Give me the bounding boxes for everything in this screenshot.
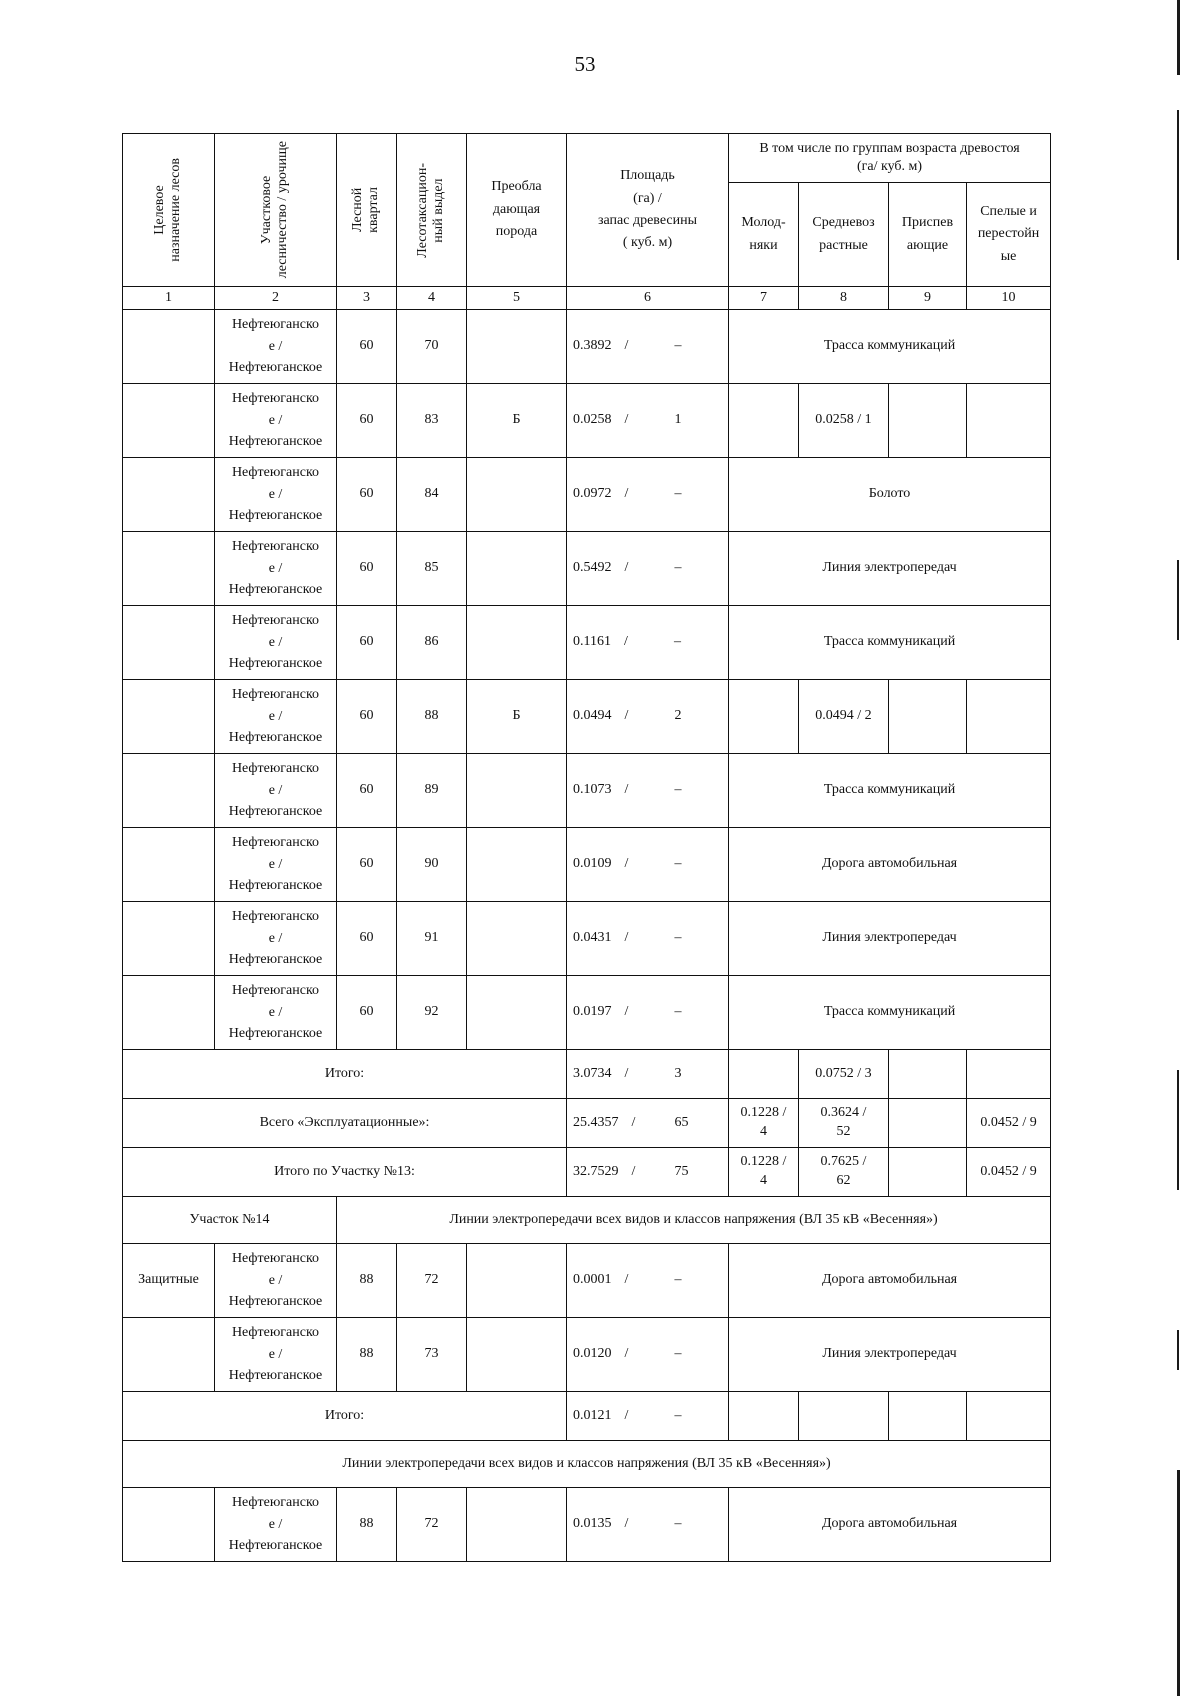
- species-cell: [467, 458, 567, 532]
- area-volume-separator: /: [624, 1407, 629, 1423]
- age-group-cell: [889, 1148, 967, 1197]
- area-volume-separator: /: [624, 708, 629, 724]
- area-volume-separator: /: [624, 856, 629, 872]
- area-volume-cell: [567, 458, 729, 532]
- area-volume-separator: /: [624, 560, 629, 576]
- age-group-cell: [889, 1050, 967, 1099]
- scan-edge-mark: [1177, 0, 1180, 1696]
- land-category-cell: Линия электропередач: [729, 532, 1051, 606]
- column-number: 9: [889, 287, 967, 310]
- forestry-cell: Нефтеюганско е / Нефтеюганское: [215, 310, 337, 384]
- kvartal-cell: 88: [337, 1318, 397, 1392]
- area-volume-separator: /: [631, 1163, 636, 1179]
- area-volume-cell: [567, 532, 729, 606]
- age-group-cell: 0.0752 / 3: [799, 1050, 889, 1099]
- area-volume-cell: [567, 754, 729, 828]
- area-volume-cell: [567, 1148, 729, 1197]
- land-category-cell: Трасса коммуникаций: [729, 310, 1051, 384]
- forestry-cell: Нефтеюганско е / Нефтеюганское: [215, 458, 337, 532]
- header-area: Площадь (га) / запас древесины ( куб. м): [567, 134, 729, 287]
- area-volume-separator: /: [624, 1004, 629, 1020]
- area-volume-cell: [567, 1318, 729, 1392]
- header-mature: Спелые и перестойн ые: [967, 183, 1051, 287]
- forestry-cell: Нефтеюганско е / Нефтеюганское: [215, 1244, 337, 1318]
- forestry-cell: Нефтеюганско е / Нефтеюганское: [215, 828, 337, 902]
- forestry-cell: Нефтеюганско е / Нефтеюганское: [215, 532, 337, 606]
- area-volume-separator: /: [624, 782, 629, 798]
- volume-value: –: [674, 1516, 682, 1532]
- vydel-cell: 90: [397, 828, 467, 902]
- species-cell: [467, 976, 567, 1050]
- age-group-cell: [889, 680, 967, 754]
- age-group-cell: [967, 384, 1051, 458]
- area-volume-cell: [567, 1488, 729, 1562]
- age-group-cell: 0.1228 / 4: [729, 1099, 799, 1148]
- area-volume-separator: /: [624, 1065, 629, 1081]
- purpose-cell: [123, 902, 215, 976]
- volume-value: 2: [674, 708, 682, 724]
- kvartal-cell: 60: [337, 976, 397, 1050]
- purpose-cell: [123, 976, 215, 1050]
- area-volume-separator: /: [624, 486, 629, 502]
- purpose-cell: [123, 1318, 215, 1392]
- volume-value: 1: [674, 412, 682, 428]
- area-volume-separator: /: [624, 1272, 629, 1288]
- kvartal-cell: 60: [337, 458, 397, 532]
- area-value: 0.5492: [573, 560, 612, 576]
- forestry-cell: Нефтеюганско е / Нефтеюганское: [215, 902, 337, 976]
- kvartal-cell: 88: [337, 1488, 397, 1562]
- age-group-cell: [729, 1392, 799, 1441]
- subtotal-row: [123, 1392, 1051, 1441]
- table-row: [123, 976, 1051, 1050]
- area-value: 0.0121: [573, 1407, 612, 1423]
- species-cell: Б: [467, 680, 567, 754]
- column-number-row: [123, 287, 1051, 310]
- purpose-cell: [123, 606, 215, 680]
- vydel-cell: 89: [397, 754, 467, 828]
- section-header-row: [123, 1197, 1051, 1244]
- area-value: 0.0972: [573, 486, 612, 502]
- area-volume-cell: [567, 902, 729, 976]
- vydel-cell: 85: [397, 532, 467, 606]
- species-cell: [467, 1488, 567, 1562]
- header-kvartal: Лесной квартал: [337, 134, 397, 287]
- volume-value: –: [674, 782, 682, 798]
- header-middle-aged: Средневоз растные: [799, 183, 889, 287]
- age-group-cell: [889, 384, 967, 458]
- species-cell: [467, 1244, 567, 1318]
- column-number: 3: [337, 287, 397, 310]
- species-cell: [467, 1318, 567, 1392]
- area-value: 0.3892: [573, 338, 612, 354]
- purpose-cell: [123, 458, 215, 532]
- vydel-cell: 70: [397, 310, 467, 384]
- total-label: Итого:: [123, 1050, 567, 1099]
- volume-value: –: [674, 486, 682, 502]
- kvartal-cell: 60: [337, 310, 397, 384]
- land-category-cell: Дорога автомобильная: [729, 1244, 1051, 1318]
- header-age-groups: В том числе по группам возраста древостоя (га/ куб. м): [729, 134, 1051, 183]
- area-volume-cell: [567, 310, 729, 384]
- area-value: 0.0109: [573, 856, 612, 872]
- kvartal-cell: 60: [337, 680, 397, 754]
- forestry-cell: Нефтеюганско е / Нефтеюганское: [215, 1318, 337, 1392]
- forestry-cell: Нефтеюганско е / Нефтеюганское: [215, 1488, 337, 1562]
- table-row: [123, 680, 1051, 754]
- area-value: 0.0494: [573, 708, 612, 724]
- column-number: 8: [799, 287, 889, 310]
- age-group-cell: 0.0452 / 9: [967, 1148, 1051, 1197]
- vydel-cell: 86: [397, 606, 467, 680]
- vydel-cell: 72: [397, 1244, 467, 1318]
- area-value: 25.4357: [573, 1114, 619, 1130]
- table-row: [123, 1318, 1051, 1392]
- table-row: [123, 458, 1051, 532]
- kvartal-cell: 60: [337, 532, 397, 606]
- table-row: [123, 828, 1051, 902]
- page-number: 53: [574, 52, 596, 76]
- area-value: 0.0258: [573, 412, 612, 428]
- age-group-cell: 0.0494 / 2: [799, 680, 889, 754]
- volume-value: –: [674, 1346, 682, 1362]
- land-category-cell: Линия электропередач: [729, 902, 1051, 976]
- table-row: [123, 1488, 1051, 1562]
- column-number: 10: [967, 287, 1051, 310]
- kvartal-cell: 60: [337, 384, 397, 458]
- section-title: Линии электропередачи всех видов и классов напряжения (ВЛ 35 кВ «Весенняя»): [337, 1197, 1051, 1244]
- kvartal-cell: 88: [337, 1244, 397, 1318]
- forest-plots-table: [122, 133, 1051, 1562]
- forestry-cell: Нефтеюганско е / Нефтеюганское: [215, 754, 337, 828]
- vydel-cell: 72: [397, 1488, 467, 1562]
- vydel-cell: 92: [397, 976, 467, 1050]
- forestry-cell: Нефтеюганско е / Нефтеюганское: [215, 384, 337, 458]
- area-volume-separator: /: [624, 1346, 629, 1362]
- age-group-cell: 0.1228 / 4: [729, 1148, 799, 1197]
- purpose-cell: [123, 754, 215, 828]
- land-category-cell: Трасса коммуникаций: [729, 606, 1051, 680]
- purpose-cell: [123, 680, 215, 754]
- kvartal-cell: 60: [337, 754, 397, 828]
- subtotal-row: [123, 1050, 1051, 1099]
- purpose-cell: Защитные: [123, 1244, 215, 1318]
- volume-value: –: [673, 634, 681, 650]
- age-group-cell: [799, 1392, 889, 1441]
- area-value: 0.0197: [573, 1004, 612, 1020]
- species-cell: [467, 532, 567, 606]
- table-row: [123, 754, 1051, 828]
- table-row: [123, 532, 1051, 606]
- section-title: Линии электропередачи всех видов и классов напряжения (ВЛ 35 кВ «Весенняя»): [123, 1441, 1051, 1488]
- land-category-cell: Трасса коммуникаций: [729, 754, 1051, 828]
- area-volume-cell: [567, 976, 729, 1050]
- species-cell: [467, 310, 567, 384]
- plot-13-total-row: [123, 1148, 1051, 1197]
- area-volume-separator: /: [631, 1114, 636, 1130]
- total-label: Всего «Эксплуатационные»:: [123, 1099, 567, 1148]
- area-value: 0.0120: [573, 1346, 612, 1362]
- species-cell: [467, 828, 567, 902]
- vydel-cell: 88: [397, 680, 467, 754]
- volume-value: –: [674, 930, 682, 946]
- age-group-cell: 0.3624 / 52: [799, 1099, 889, 1148]
- age-group-cell: [729, 1050, 799, 1099]
- area-volume-cell: [567, 1099, 729, 1148]
- column-number: 5: [467, 287, 567, 310]
- column-number: 2: [215, 287, 337, 310]
- purpose-cell: [123, 1488, 215, 1562]
- volume-value: 65: [674, 1114, 689, 1130]
- area-value: 32.7529: [573, 1163, 619, 1179]
- total-label: Итого по Участку №13:: [123, 1148, 567, 1197]
- age-group-cell: [729, 384, 799, 458]
- area-volume-cell: [567, 1050, 729, 1099]
- forestry-cell: Нефтеюганско е / Нефтеюганское: [215, 606, 337, 680]
- purpose-cell: [123, 532, 215, 606]
- area-value: 0.1161: [573, 634, 611, 650]
- forestry-cell: Нефтеюганско е / Нефтеюганское: [215, 976, 337, 1050]
- purpose-cell: [123, 310, 215, 384]
- purpose-cell: [123, 828, 215, 902]
- age-group-cell: 0.7625 / 62: [799, 1148, 889, 1197]
- age-group-cell: [967, 1392, 1051, 1441]
- species-cell: Б: [467, 384, 567, 458]
- header-row: [123, 134, 1051, 183]
- kvartal-cell: 60: [337, 828, 397, 902]
- vydel-cell: 83: [397, 384, 467, 458]
- land-category-cell: Трасса коммуникаций: [729, 976, 1051, 1050]
- area-volume-separator: /: [624, 412, 629, 428]
- total-label: Итого:: [123, 1392, 567, 1441]
- table-row: [123, 384, 1051, 458]
- vydel-cell: 73: [397, 1318, 467, 1392]
- plot-label: Участок №14: [123, 1197, 337, 1244]
- volume-value: –: [674, 560, 682, 576]
- area-volume-separator: /: [624, 338, 629, 354]
- species-cell: [467, 754, 567, 828]
- area-value: 0.1073: [573, 782, 612, 798]
- kvartal-cell: 60: [337, 902, 397, 976]
- column-number: 7: [729, 287, 799, 310]
- table-row: [123, 902, 1051, 976]
- table-row: [123, 310, 1051, 384]
- table-row: [123, 1244, 1051, 1318]
- area-volume-separator: /: [624, 1516, 629, 1532]
- age-group-cell: [967, 1050, 1051, 1099]
- volume-value: –: [674, 1004, 682, 1020]
- area-volume-separator: /: [624, 634, 628, 650]
- area-volume-separator: /: [624, 930, 629, 946]
- column-number: 6: [567, 287, 729, 310]
- purpose-cell: [123, 384, 215, 458]
- section-header-row: [123, 1441, 1051, 1488]
- table-row: [123, 606, 1051, 680]
- land-category-cell: Дорога автомобильная: [729, 1488, 1051, 1562]
- volume-value: –: [674, 338, 682, 354]
- area-volume-cell: [567, 828, 729, 902]
- header-forestry: Участковое лесничество / урочище: [215, 134, 337, 287]
- area-value: 3.0734: [573, 1065, 612, 1081]
- volume-value: –: [674, 1272, 682, 1288]
- land-category-cell: Болото: [729, 458, 1051, 532]
- age-group-cell: 0.0452 / 9: [967, 1099, 1051, 1148]
- vydel-cell: 91: [397, 902, 467, 976]
- age-group-cell: 0.0258 / 1: [799, 384, 889, 458]
- column-number: 4: [397, 287, 467, 310]
- header-purpose: Целевое назначение лесов: [123, 134, 215, 287]
- age-group-cell: [889, 1099, 967, 1148]
- land-category-cell: Линия электропередач: [729, 1318, 1051, 1392]
- volume-value: 3: [674, 1065, 682, 1081]
- column-number: 1: [123, 287, 215, 310]
- area-volume-cell: [567, 680, 729, 754]
- area-volume-cell: [567, 1392, 729, 1441]
- species-cell: [467, 902, 567, 976]
- age-group-cell: [889, 1392, 967, 1441]
- area-value: 0.0001: [573, 1272, 612, 1288]
- area-volume-cell: [567, 384, 729, 458]
- species-cell: [467, 606, 567, 680]
- volume-value: 75: [674, 1163, 689, 1179]
- operational-total-row: [123, 1099, 1051, 1148]
- forestry-cell: Нефтеюганско е / Нефтеюганское: [215, 680, 337, 754]
- area-volume-cell: [567, 1244, 729, 1318]
- land-category-cell: Дорога автомобильная: [729, 828, 1051, 902]
- header-young: Молод- няки: [729, 183, 799, 287]
- vydel-cell: 84: [397, 458, 467, 532]
- area-volume-cell: [567, 606, 729, 680]
- volume-value: –: [674, 856, 682, 872]
- age-group-cell: [967, 680, 1051, 754]
- area-value: 0.0431: [573, 930, 612, 946]
- age-group-cell: [729, 680, 799, 754]
- volume-value: –: [674, 1407, 682, 1423]
- header-premature: Приспев ающие: [889, 183, 967, 287]
- header-species: Преобла дающая порода: [467, 134, 567, 287]
- area-value: 0.0135: [573, 1516, 612, 1532]
- header-vydel: Лесотаксацион- ный выдел: [397, 134, 467, 287]
- kvartal-cell: 60: [337, 606, 397, 680]
